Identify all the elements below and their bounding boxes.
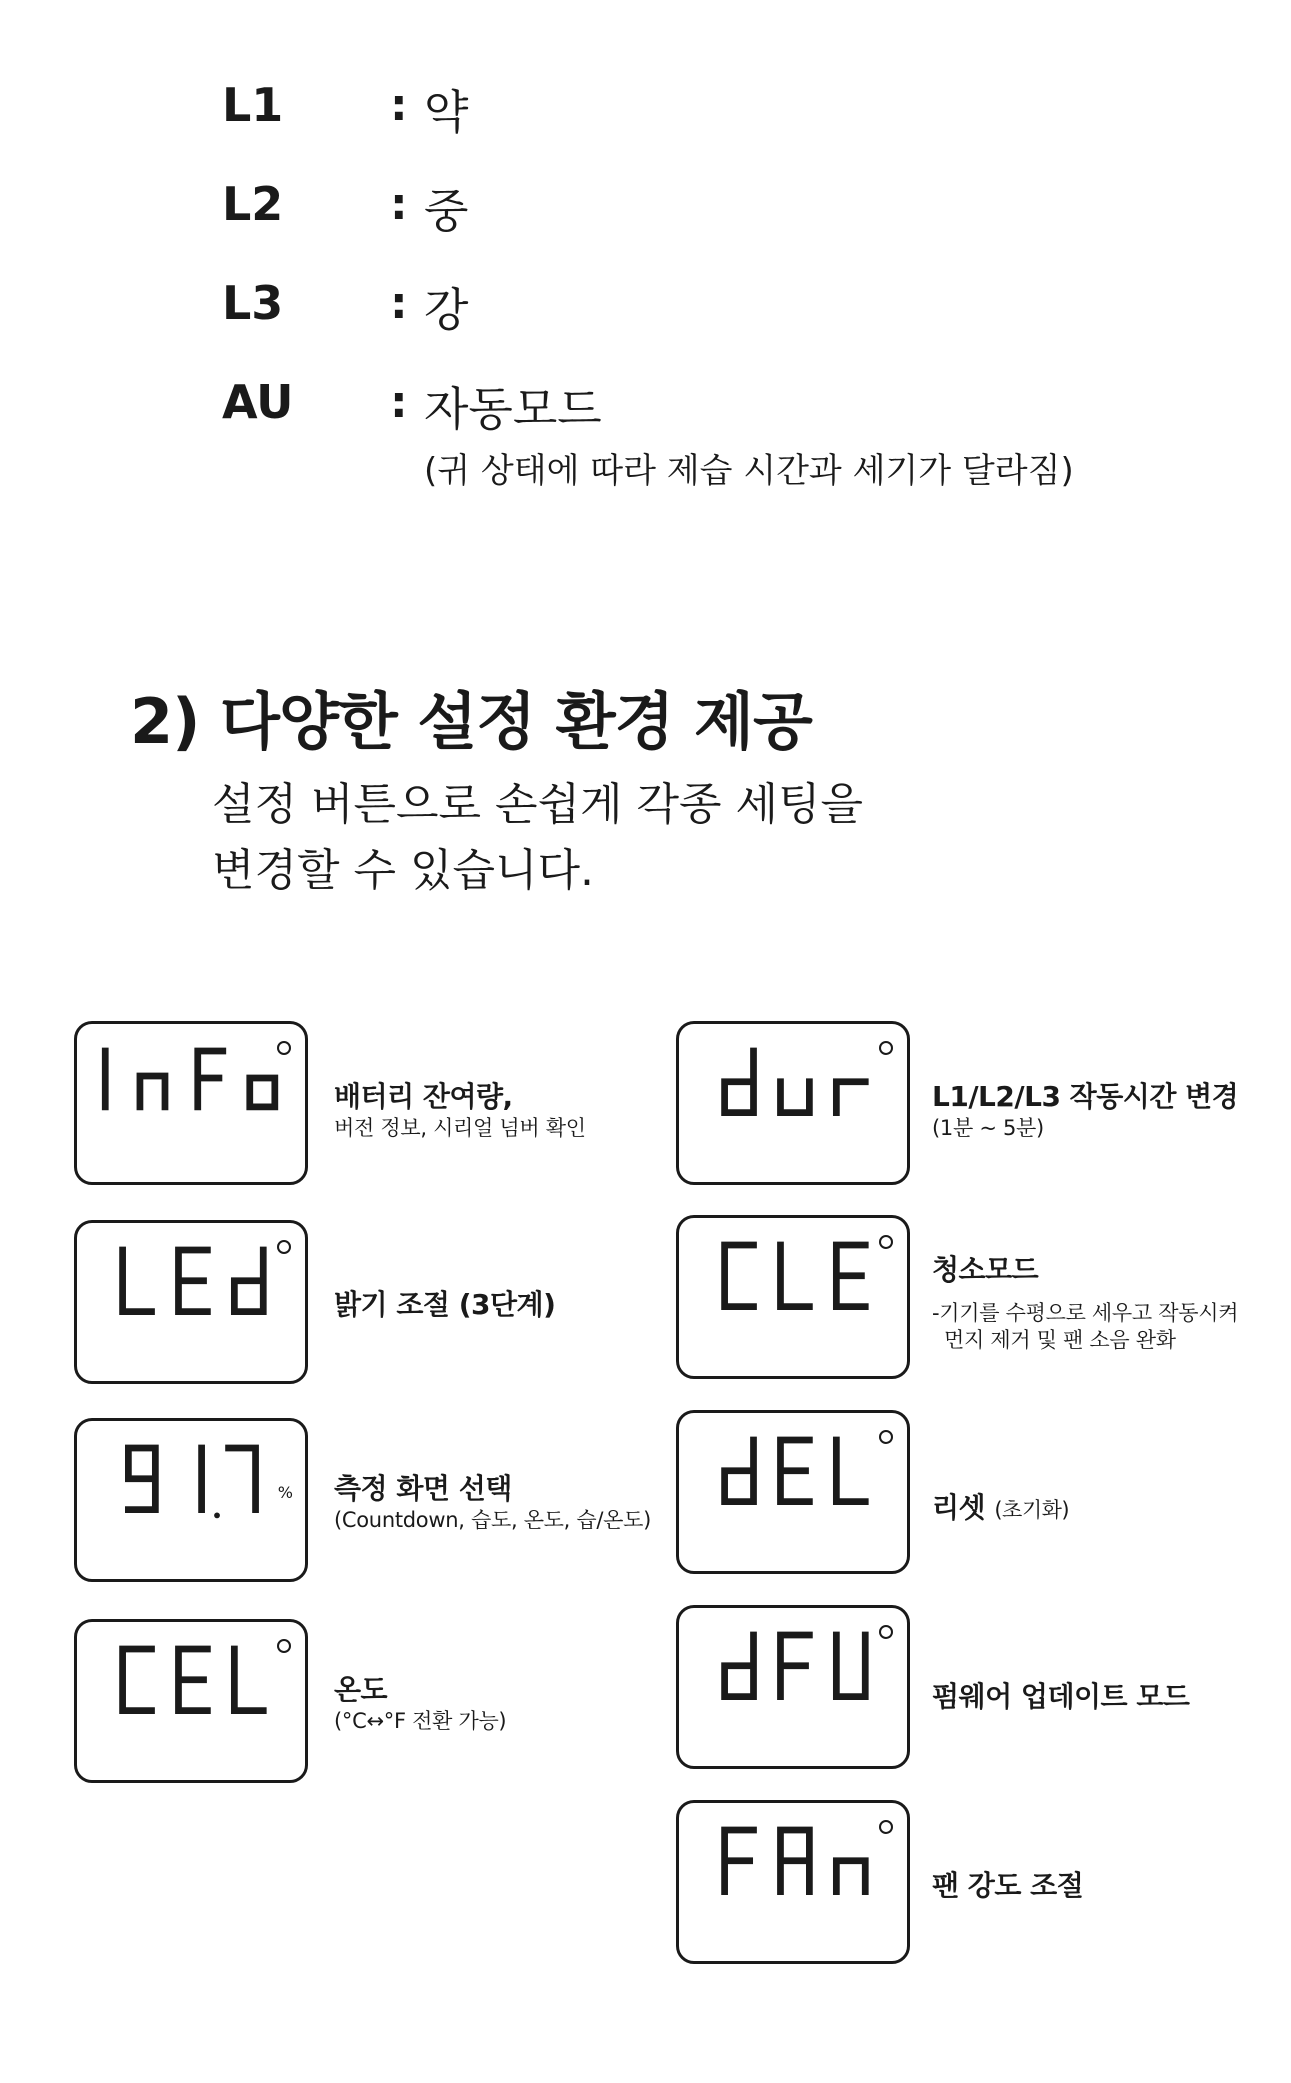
lcd-indicator-dot bbox=[277, 1041, 291, 1055]
feature-title: L1/L2/L3 작동시간 변경 bbox=[932, 1080, 1239, 1113]
level-code: L1 bbox=[222, 78, 284, 132]
lcd-indicator-dot bbox=[277, 1240, 291, 1254]
feature-title bbox=[932, 1486, 1069, 1526]
level-code: L3 bbox=[222, 276, 284, 330]
feature-subtitle: 버전 정보, 시리얼 넘버 확인 bbox=[334, 1116, 586, 1140]
feature-title: 펌웨어 업데이트 모드 bbox=[932, 1680, 1190, 1713]
lcd-dur bbox=[676, 1021, 910, 1185]
lcd-segments-cle bbox=[679, 1218, 907, 1376]
lcd-cel bbox=[74, 1619, 308, 1783]
level-desc: 약 bbox=[424, 85, 469, 139]
lcd-del bbox=[676, 1410, 910, 1574]
section-description bbox=[212, 772, 863, 904]
lcd-segments-info bbox=[77, 1024, 305, 1182]
lcd-indicator-dot bbox=[879, 1820, 893, 1834]
level-colon: : bbox=[390, 377, 408, 428]
auto-mode-note: (귀 상태에 따라 제습 시간과 세기가 달라짐) bbox=[424, 451, 1074, 491]
level-desc: 강 bbox=[424, 283, 469, 337]
lcd-segments-del bbox=[679, 1413, 907, 1571]
lcd-segments-fan bbox=[679, 1803, 907, 1961]
section-desc-line: 설정 버튼으로 손쉽게 각종 세팅을 bbox=[212, 779, 863, 830]
lcd-indicator-dot bbox=[879, 1041, 893, 1055]
level-colon: : bbox=[390, 179, 408, 230]
lcd-info bbox=[74, 1021, 308, 1185]
level-colon: : bbox=[390, 80, 408, 131]
feature-title: 측정 화면 선택 bbox=[334, 1472, 512, 1505]
feature-title: 팬 강도 조절 bbox=[932, 1869, 1084, 1902]
feature-subtitle: (1분 ~ 5분) bbox=[932, 1116, 1044, 1140]
lcd-segments-led bbox=[77, 1223, 305, 1381]
feature-title-suffix: (초기화) bbox=[994, 1498, 1070, 1522]
lcd-indicator-dot bbox=[879, 1235, 893, 1249]
level-code: L2 bbox=[222, 177, 284, 231]
lcd-led bbox=[74, 1220, 308, 1384]
lcd-segments-measure bbox=[77, 1421, 305, 1579]
feature-title: 밝기 조절 (3단계) bbox=[334, 1288, 556, 1321]
lcd-percent-unit: % bbox=[277, 1483, 293, 1502]
level-desc: 중 bbox=[424, 184, 469, 238]
feature-title: 배터리 잔여량, bbox=[334, 1080, 513, 1113]
lcd-fan bbox=[676, 1800, 910, 1964]
feature-subtitle: (Countdown, 습도, 온도, 습/온도) bbox=[334, 1508, 652, 1532]
lcd-cle bbox=[676, 1215, 910, 1379]
lcd-segments-dfu bbox=[679, 1608, 907, 1766]
section-title: 2) 다양한 설정 환경 제공 bbox=[130, 685, 812, 758]
lcd-indicator-dot bbox=[879, 1430, 893, 1444]
feature-title: 청소모드 bbox=[932, 1253, 1039, 1286]
lcd-indicator-dot bbox=[277, 1639, 291, 1653]
feature-subtitle: (°C↔°F 전환 가능) bbox=[334, 1709, 507, 1733]
lcd-indicator-dot bbox=[879, 1625, 893, 1639]
level-code: AU bbox=[222, 375, 294, 429]
lcd-segments-cel bbox=[77, 1622, 305, 1780]
level-colon: : bbox=[390, 278, 408, 329]
lcd-segments-dur bbox=[679, 1024, 907, 1182]
lcd-measure bbox=[74, 1418, 308, 1582]
section-desc-line: 변경할 수 있습니다. bbox=[212, 845, 594, 896]
feature-title: 온도 bbox=[334, 1673, 388, 1706]
lcd-dfu bbox=[676, 1605, 910, 1769]
feature-subtitle: -기기를 수평으로 세우고 작동시켜 bbox=[932, 1301, 1239, 1325]
level-desc: 자동모드 bbox=[424, 382, 602, 436]
feature-title-text: 리셋 bbox=[932, 1491, 986, 1524]
feature-subtitle: 먼지 제거 및 팬 소음 완화 bbox=[944, 1328, 1176, 1352]
